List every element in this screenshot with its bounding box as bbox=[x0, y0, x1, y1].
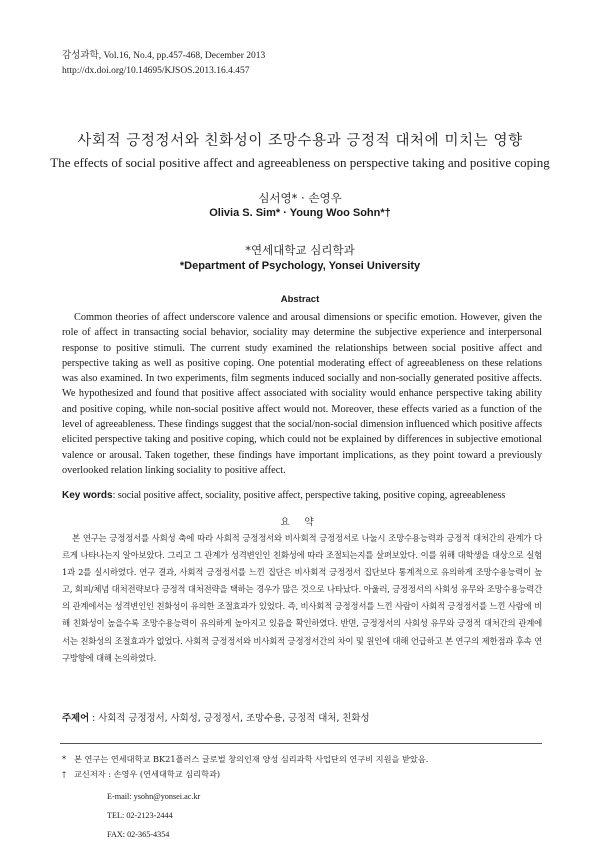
keywords-english bbox=[62, 489, 542, 503]
summary-heading: 요 약 bbox=[280, 517, 320, 528]
corresponding-footnote bbox=[62, 767, 428, 782]
footnotes bbox=[62, 752, 428, 781]
funding-footnote bbox=[62, 752, 428, 767]
footnote-divider bbox=[60, 743, 542, 744]
dagger-mark: † bbox=[62, 768, 67, 779]
funding-text: 본 연구는 연세대학교 BK21플러스 글로벌 창의인재 양성 심리과학 사업단의 연구비 지원을 받았음. bbox=[74, 754, 429, 764]
summary-text: 본 연구는 긍정정서를 사회성 축에 따라 사회적 긍정정서와 비사회적 긍정정서로 나눌시 조망수용능력과 긍정적 대처간의 관계가 다르게 나타나는지 알아보았다. 그리고 그 관계가 성격변인인 친화성에 따라 조절되는지를 살펴보았다. 이를 위해 대학생을 대상으로 실험 1과 2를 실시하였다. 연구 결과, 사회적 긍정정서를 느낀 집단은 비사회적 긍정정서 집단보다 통계적으로 유의하게 조망수용능력이 높고, 회피/체념 대처전략보다 긍정적 대처전략을 택하는 경우가 많은 것으로 나타났다. 아울러, 긍정정서의 사회성 유무와 조망수용능력간의 관계에서는 성격변인인 친화성이 유의한 조절효과가 있었다. 즉, 비사회적 긍정정서를 느낀 사람이 사회적 긍정정서를 느낀 사람에 비해 친화성이 높을수록 조망수용능력이 유의하게 높아지고 있음을 확인하였다. 반면, 긍정정서의 사회성 유무와 긍정적 대처간의 관계에서는 친화성의 조절효과가 없었다. 사회적 긍정정서와 비사회적 긍정정서간의 차이 및 원인에 대해 언급하고 본 연구의 제한점과 후속 연구방향에 대해 논의하였다. bbox=[62, 533, 542, 663]
contact-fax: FAX: 02-365-4354 bbox=[107, 830, 170, 839]
contact-email[interactable]: E-mail: ysohn@yonsei.ac.kr bbox=[107, 792, 201, 801]
ko-keywords-list: : 사회적 긍정정서, 사회성, 긍정정서, 조망수용, 긍정적 대처, 친화성 bbox=[89, 713, 370, 724]
journal-citation: 감성과학, Vol.16, No.4, pp.457-468, December 2013 bbox=[62, 51, 266, 61]
title-korean: 사회적 긍정정서와 친화성이 조망수용과 긍정적 대처에 미치는 영향 bbox=[77, 133, 523, 149]
authors-english: Olivia S. Sim* · Young Woo Sohn*† bbox=[209, 207, 391, 219]
keywords-list: : social positive affect, sociality, positive affect, perspective taking, positive coping, agreeableness bbox=[112, 490, 506, 501]
ko-keywords-label: 주제어 bbox=[62, 713, 90, 724]
abstract-heading: Abstract bbox=[280, 294, 320, 305]
contact-tel: TEL: 02-2123-2444 bbox=[107, 811, 173, 820]
keywords-korean bbox=[62, 712, 542, 726]
authors-korean: 심서영* · 손영우 bbox=[258, 191, 342, 205]
affiliation-korean: *연세대학교 심리학과 bbox=[245, 243, 355, 257]
contact-info bbox=[107, 787, 200, 844]
journal-header bbox=[62, 49, 265, 79]
affiliation-english: *Department of Psychology, Yonsei University bbox=[179, 260, 421, 272]
title-english: The effects of social positive affect and agreeableness on perspective taking and positive coping bbox=[50, 155, 550, 170]
corresponding-text: 교신저자 : 손영우 (연세대학교 심리학과) bbox=[74, 768, 221, 779]
asterisk-mark: * bbox=[62, 754, 67, 764]
abstract-text: Common theories of affect underscore valence and arousal dimensions or specific emotion. However, given the role of affect in transacting social behavior, sociality may determine the subjective experience and interpersonal response to positive stimuli. The current study examined the relationships between social positive affect and perspective taking as well as positive coping. One potential moderating effect of agreeableness on these relations was also examined. In two experiments, film segments induced socially and non-socially generated positive affects. We hypothesized and found that positive affect associated with sociality would enhance perspective taking ability and positive coping, while non-social positive affect would not. Moreover, these effects varied as a function of the level of agreeableness. These findings suggest that the social/non-social dimension influenced which positive affects elicited perspective taking and positive coping, which could not be explained by differences in subjective emotional valence or arousal. Taken together, these findings have important implications, as they point toward a previously overlooked relation linking sociality to positive affect. bbox=[62, 312, 543, 476]
journal-doi[interactable]: http://dx.doi.org/10.14695/KJSOS.2013.16.4.457 bbox=[62, 66, 250, 76]
keywords-label: Key words bbox=[62, 490, 113, 501]
